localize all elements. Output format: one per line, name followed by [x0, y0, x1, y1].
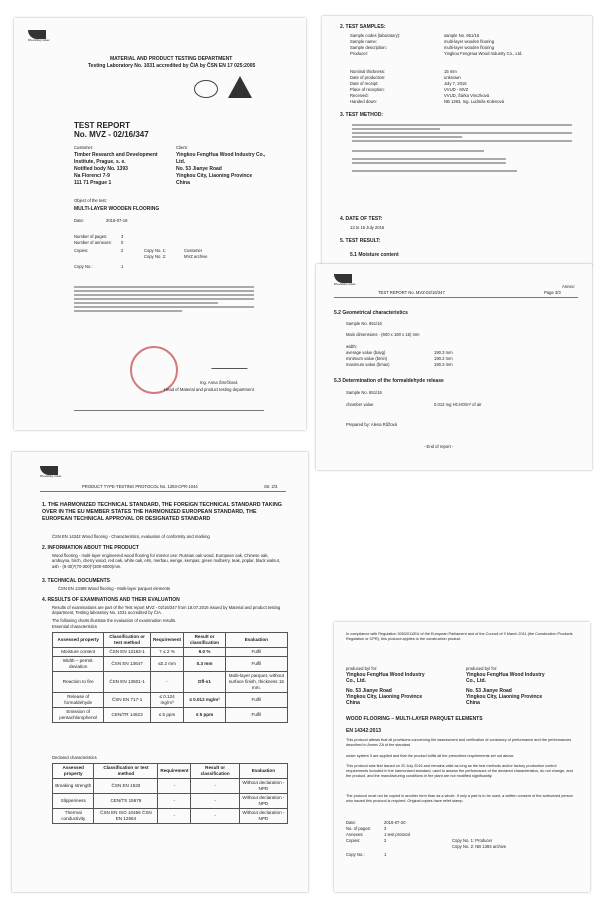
- cell: Without declaration - NPD: [239, 793, 287, 808]
- cell: ≤ 0.012 mg/m³: [184, 692, 225, 707]
- end-of-report: - End of report -: [424, 444, 454, 449]
- col-result: Result or classification: [184, 633, 225, 648]
- declared-label: Declared characteristics: [52, 755, 97, 760]
- cert-copy-label: Copy No.:: [346, 852, 365, 857]
- cell: -: [158, 808, 191, 823]
- cell: Without declaration - NPD: [239, 808, 287, 823]
- chamber-label: chamber value: [346, 402, 374, 407]
- producer-line-4-right: Yingkou City, Liaoning Province: [466, 694, 543, 700]
- table-header-row: [53, 764, 288, 779]
- institute-logo: Dřevařský ústav: [28, 30, 50, 46]
- cell: ≤0.2 mm: [150, 656, 184, 671]
- section5-2-title: 5.2 Geometrical characteristics: [334, 310, 408, 316]
- cell: Slipperiness: [53, 793, 94, 808]
- cell: -: [150, 671, 184, 692]
- table-row: [53, 671, 288, 692]
- cert-date-label: Date:: [346, 820, 357, 825]
- col-assessed: Assessed property: [53, 764, 94, 779]
- cell: -: [158, 778, 191, 793]
- table-header-row: [53, 633, 288, 648]
- cell: 0.3 mm: [184, 656, 225, 671]
- copy1-label: Copy No. 1:: [144, 248, 167, 253]
- cell: ≤ 5 ppm: [184, 707, 225, 722]
- cell: Moisture content: [53, 647, 104, 656]
- cert-copy-value: 1: [384, 852, 387, 857]
- cell: ČSN EN 1533: [94, 778, 158, 793]
- cell: -: [191, 778, 239, 793]
- cell: -: [191, 808, 239, 823]
- report-number: No. MVZ - 02/16/347: [74, 130, 149, 139]
- col-requirement: Requirement: [158, 764, 191, 779]
- test-dates: 13 to 15 July 2016: [350, 225, 385, 230]
- cell: Multi-layer parquet, without surface finish, thickness 15 mm.: [225, 671, 287, 692]
- customer-line-1: Timber Research and Development: [74, 152, 158, 158]
- cell: Reaction to fire: [53, 671, 104, 692]
- cell: ČSN EN 717-1: [104, 692, 150, 707]
- section4-results-text2: The following charts illustrate the evaluation of examination results.: [52, 618, 177, 623]
- signer-role: Head of Material and product testing department: [164, 387, 254, 392]
- footer-divider: [74, 410, 264, 411]
- test-method-text: [352, 122, 572, 174]
- section1-text: ČSN EN 14342 Wood flooring - Characteristics, evaluation of conformity and marking: [52, 534, 210, 539]
- cell: ≤ 5 ppm: [150, 707, 184, 722]
- field-label-5: Date of production:: [350, 75, 386, 80]
- avg-label: average value (bavg): [346, 350, 386, 355]
- section5-1-title: 5.1 Moisture content: [350, 252, 399, 258]
- col-requirement: Requirement: [150, 633, 184, 648]
- body-paragraph-2: under system 3 are applied and that the product fulfils all the prescribed requirements set out above.: [346, 754, 515, 758]
- cell: 9.0 %: [184, 647, 225, 656]
- object-label: Object of the test:: [74, 198, 107, 203]
- max-value: 190.3 mm: [434, 362, 453, 367]
- institute-logo-small: Dřevařský ústav: [334, 274, 356, 290]
- cell: Fulfil: [225, 707, 287, 722]
- customer-label: Customer:: [74, 145, 94, 150]
- col-assessed: Assessed property: [53, 633, 104, 648]
- field-value-4: 15 mm: [444, 69, 457, 74]
- cell: Fulfil: [225, 647, 287, 656]
- section3-title: 3. TEST METHOD:: [340, 112, 384, 118]
- accreditation-logos: [194, 76, 258, 104]
- producer-line-5-left: China: [346, 700, 360, 706]
- cell: Thermal conductivity: [53, 808, 94, 823]
- annexes-value: 0: [121, 240, 124, 245]
- customer-line-3: Notified body No. 1393: [74, 166, 128, 172]
- cell: Release of formaldehyde: [53, 692, 104, 707]
- producer-line-5-right: China: [466, 700, 480, 706]
- cert-pages-value: 3: [384, 826, 387, 831]
- disclaimer-text-block: [74, 284, 254, 314]
- field-label-2: Sample description:: [350, 45, 387, 50]
- cell: -: [158, 793, 191, 808]
- department-title: MATERIAL AND PRODUCT TESTING DEPARTMENT: [110, 56, 233, 62]
- table-row: [53, 778, 288, 793]
- section4-title: 4. DATE OF TEST:: [340, 216, 383, 222]
- col-evaluation: Evaluation: [225, 633, 287, 648]
- essential-label: Essential characteristics: [52, 624, 97, 629]
- section4-results-text: Results of examinations are part of the Test report MVZ - 02/16/347 from 18.07.2016 issued by Material and product testing department, Testing laboratory No. 1031 accredited by ČIA.: [52, 605, 281, 616]
- customer-line-2: Institute, Prague, s. e.: [74, 159, 126, 165]
- cert-annexes-label: Annexes:: [346, 832, 364, 837]
- col-evaluation: Evaluation: [239, 764, 287, 779]
- institute-logo-protocol: Dřevařský ústav: [40, 466, 62, 482]
- cert-date-value: 2016-07-20: [384, 820, 406, 825]
- date-value: 2016-07-18: [106, 218, 128, 223]
- field-label-0: Sample codes (laboratory):: [350, 33, 401, 38]
- sample-label-2: Sample No. 651/16: [346, 390, 382, 395]
- field-value-6: July 7, 2016: [444, 81, 467, 86]
- width-label: width:: [346, 344, 357, 349]
- max-label: maximum value (bmax): [346, 362, 390, 367]
- test-report-cover-page: [14, 18, 306, 430]
- copy-label: Copy No.:: [74, 264, 93, 269]
- cert-annexes-value: 1 test protocol: [384, 832, 411, 837]
- cell: Emission of pentachlorophenol: [53, 707, 104, 722]
- customer-line-5: 111 71 Prague 1: [74, 180, 112, 186]
- producer-line-3-right: No. 53 Jianye Road: [466, 688, 512, 694]
- cell: Dfl-s1: [184, 671, 225, 692]
- table-row: [53, 793, 288, 808]
- report-title: TEST REPORT: [74, 121, 131, 130]
- produced-by-label-right: produced by/ for:: [466, 666, 498, 671]
- section2-title: 2. TEST SAMPLES:: [340, 24, 386, 30]
- section2-info-text: Wood flooring - multi-layer engineered wood flooring for interior use: Russian oak wood, European oak, Chinese oak, ambuyna, birch, cherry wood, red oak, white oak, elm, merbau, wenge, kempas, green mulberry, teak, poplar, black walnut, ash - (8-30)*(70-300)*(300-6000)mm.: [52, 553, 281, 569]
- page-number: Page 3/3: [544, 290, 561, 295]
- min-value: 190.2 mm: [434, 356, 453, 361]
- standard-title: EN 14342:2013: [346, 728, 382, 734]
- copies-value: 2: [121, 248, 124, 253]
- cell: CEN/TR 14823: [104, 707, 150, 722]
- customer-line-4: Na Florenci 7-9: [74, 173, 110, 179]
- col-result: Result or classification: [191, 764, 239, 779]
- section4-results-title: 4. RESULTS OF EXAMINATIONS AND THEIR EVALUATION: [42, 597, 180, 603]
- client-line-2: Ltd.: [176, 159, 186, 165]
- produced-by-label: produced by/ for:: [346, 666, 378, 671]
- copy2-value: MVZ archive: [184, 254, 208, 259]
- cell: ČSN EN 13647: [104, 656, 150, 671]
- cert-copies-value: 2: [384, 838, 387, 843]
- table-row: [53, 692, 288, 707]
- section5-3-title: 5.3 Determination of the formaldehyde release: [334, 378, 444, 384]
- field-value-9: NB 1393, Ing. Ludmila Kolenová: [444, 99, 505, 104]
- section1-title: 1. THE HARMONIZED TECHNICAL STANDARD, THE FOREIGN TECHNICAL STANDARD TAKING OVER IN THE EU MEMBER STATES THE HARMONIZED EUROPEAN STANDARD, THE EUROPEAN TECHNICAL APPROVAL OR DESIGNATED STANDARD: [42, 502, 282, 522]
- cell: ČSN EN 13183-1: [104, 647, 150, 656]
- signer-name: Ing. Anna Šmrčková: [200, 380, 238, 385]
- cert-pages-label: No. of pages:: [346, 826, 371, 831]
- field-label-1: Sample name:: [350, 39, 377, 44]
- client-label: Client:: [176, 145, 188, 150]
- cell: Fulfil: [225, 692, 287, 707]
- copies-label: Copies:: [74, 248, 89, 253]
- client-line-1: Yingkou FengHua Wood Industry Co.,: [176, 152, 266, 158]
- cpr-intro: In compliance with Regulation 305/2011/EU of the European Parliament and of the Council of 9 March 2011 (the Construction Products Regulation or CPR), this protocol applies to the construction product: [346, 632, 573, 641]
- field-value-1: multi-layer wooden flooring: [444, 39, 495, 44]
- cert-copy2: Copy No. 2: NB 1393 archive: [452, 844, 507, 849]
- cell: Breaking strength: [53, 778, 94, 793]
- date-label: Date:: [74, 218, 85, 223]
- product-title: WOOD FLOORING – MULTI-LAYER PARQUET ELEMENTS: [346, 716, 483, 722]
- protocol-header: PRODUCT TYPE-TESTING PROTOCOL No. 1393-CPR-1044: [82, 484, 198, 489]
- annex-label: Annex:: [562, 284, 576, 289]
- dimensions: Main dimensions - (600 x 190 x 15) mm: [346, 332, 420, 337]
- field-value-3: Yingkou FengHua Wood Industry Co., Ltd.: [444, 51, 523, 56]
- section3-docs-title: 3. TECHNICAL DOCUMENTS: [42, 578, 110, 584]
- producer-line-2-right: Co., Ltd.: [466, 678, 486, 684]
- object-value: MULTI-LAYER WOODEN FLOORING: [74, 206, 160, 212]
- producer-line-1-right: Yingkou FengHua Wood Industry: [466, 672, 545, 678]
- cell: ČSN EN ISO 10456 ČSN EN 12664: [94, 808, 158, 823]
- field-label-9: Handed down:: [350, 99, 378, 104]
- report-final-page: [316, 264, 592, 470]
- declared-characteristics-table: [52, 763, 288, 824]
- section2-info-title: 2. INFORMATION ABOUT THE PRODUCT: [42, 545, 139, 551]
- essential-characteristics-table: [52, 632, 288, 723]
- client-line-3: No. 53 Jianye Road: [176, 166, 222, 172]
- field-label-7: Place of reception:: [350, 87, 385, 92]
- field-value-0: sample No. 651/16: [444, 33, 480, 38]
- cell: 7 ≤ 2 %: [150, 647, 184, 656]
- report-header: TEST REPORT No. MVZ-02/16/347: [378, 290, 445, 295]
- cell: Width – permit. deviation: [53, 656, 104, 671]
- field-value-7: VVUD - MVZ: [444, 87, 469, 92]
- cell: ≤ 0.124 mg/m³: [150, 692, 184, 707]
- body-paragraph-1: This protocol attests that all provisions concerning the assessment and verification of constancy of performance and the performances described in Annex ZA of the standard: [346, 738, 572, 747]
- col-method: Classification or test method: [104, 633, 150, 648]
- client-line-5: China: [176, 180, 190, 186]
- field-label-3: Producer:: [350, 51, 369, 56]
- body-paragraph-3: This protocol was first issued on 20 July 2016 and remains valid as long as the test methods and/or factory production control requirements included in the harmonised standard, used to assess the performance of the declared characteristics, do not change, and the product, and the manufacturing conditions in the plant are not modified significantly.: [346, 764, 573, 778]
- cell: CEN/TS 15676: [94, 793, 158, 808]
- annexes-label: Number of annexes:: [74, 240, 112, 245]
- field-label-6: Date of receipt:: [350, 81, 379, 86]
- type-testing-protocol-page: [12, 452, 308, 892]
- sample-label: Sample No. 651/16: [346, 321, 382, 326]
- table-row: [53, 647, 288, 656]
- avg-value: 190.3 mm: [434, 350, 453, 355]
- section5-title: 5. TEST RESULT:: [340, 238, 381, 244]
- field-label-8: Received:: [350, 93, 369, 98]
- protocol-certificate-page: [334, 622, 590, 892]
- signature: [211, 354, 252, 369]
- copy1-value: Customer: [184, 248, 203, 253]
- cell: ČSN EN 13501-1: [104, 671, 150, 692]
- field-value-2: multi-layer wooden flooring: [444, 45, 495, 50]
- cell: Fulfil: [225, 656, 287, 671]
- chamber-value: 0.012 mg HCHO/m³ of air: [434, 402, 482, 407]
- protocol-page: Str. 2/3: [264, 484, 278, 489]
- table-row: [53, 808, 288, 823]
- table-row: [53, 656, 288, 671]
- min-label: minimum value (bmin): [346, 356, 388, 361]
- laboratory-line: Testing Laboratory No. 1031 accredited by ČIA by ČSN EN 17 025:2005: [88, 63, 256, 69]
- field-label-4: Nominal thickness:: [350, 69, 386, 74]
- test-samples-page: [322, 16, 592, 266]
- header-divider: [334, 297, 578, 298]
- copy-value: 1: [121, 264, 124, 269]
- protocol-header-divider: [40, 491, 286, 492]
- col-method: Classification or test method: [94, 764, 158, 779]
- field-value-5: unknown: [444, 75, 461, 80]
- pages-label: Number of pages:: [74, 234, 108, 239]
- client-line-4: Yingkou City, Liaoning Province: [176, 173, 253, 179]
- cert-copies-label: Copies:: [346, 838, 361, 843]
- producer-line-4-left: Yingkou City, Liaoning Province: [346, 694, 423, 700]
- cell: -: [191, 793, 239, 808]
- section3-docs-text: ČSN EN 13489 Wood flooring - Multi-layer parquet elements: [58, 586, 171, 591]
- cell: Without declaration - NPD: [239, 778, 287, 793]
- prepared-by: Prepared by: Alena Růžová: [346, 422, 397, 427]
- producer-line-2-left: Co., Ltd.: [346, 678, 366, 684]
- body-paragraph-4: The protocol must not be copied in another form than as a whole. If only a part is to be used, a written consent of the authorized person who issued this protocol is required. Original copies have relief stamp.: [346, 794, 573, 803]
- producer-line-1-left: Yingkou FengHua Wood Industry: [346, 672, 425, 678]
- cert-copy1: Copy No. 1: Producer: [452, 838, 493, 843]
- table-row: [53, 707, 288, 722]
- producer-line-3-left: No. 53 Jianye Road: [346, 688, 392, 694]
- field-value-8: VVUD, Šárka Vinczková: [444, 93, 490, 98]
- pages-value: 3: [121, 234, 124, 239]
- copy2-label: Copy No. 2:: [144, 254, 167, 259]
